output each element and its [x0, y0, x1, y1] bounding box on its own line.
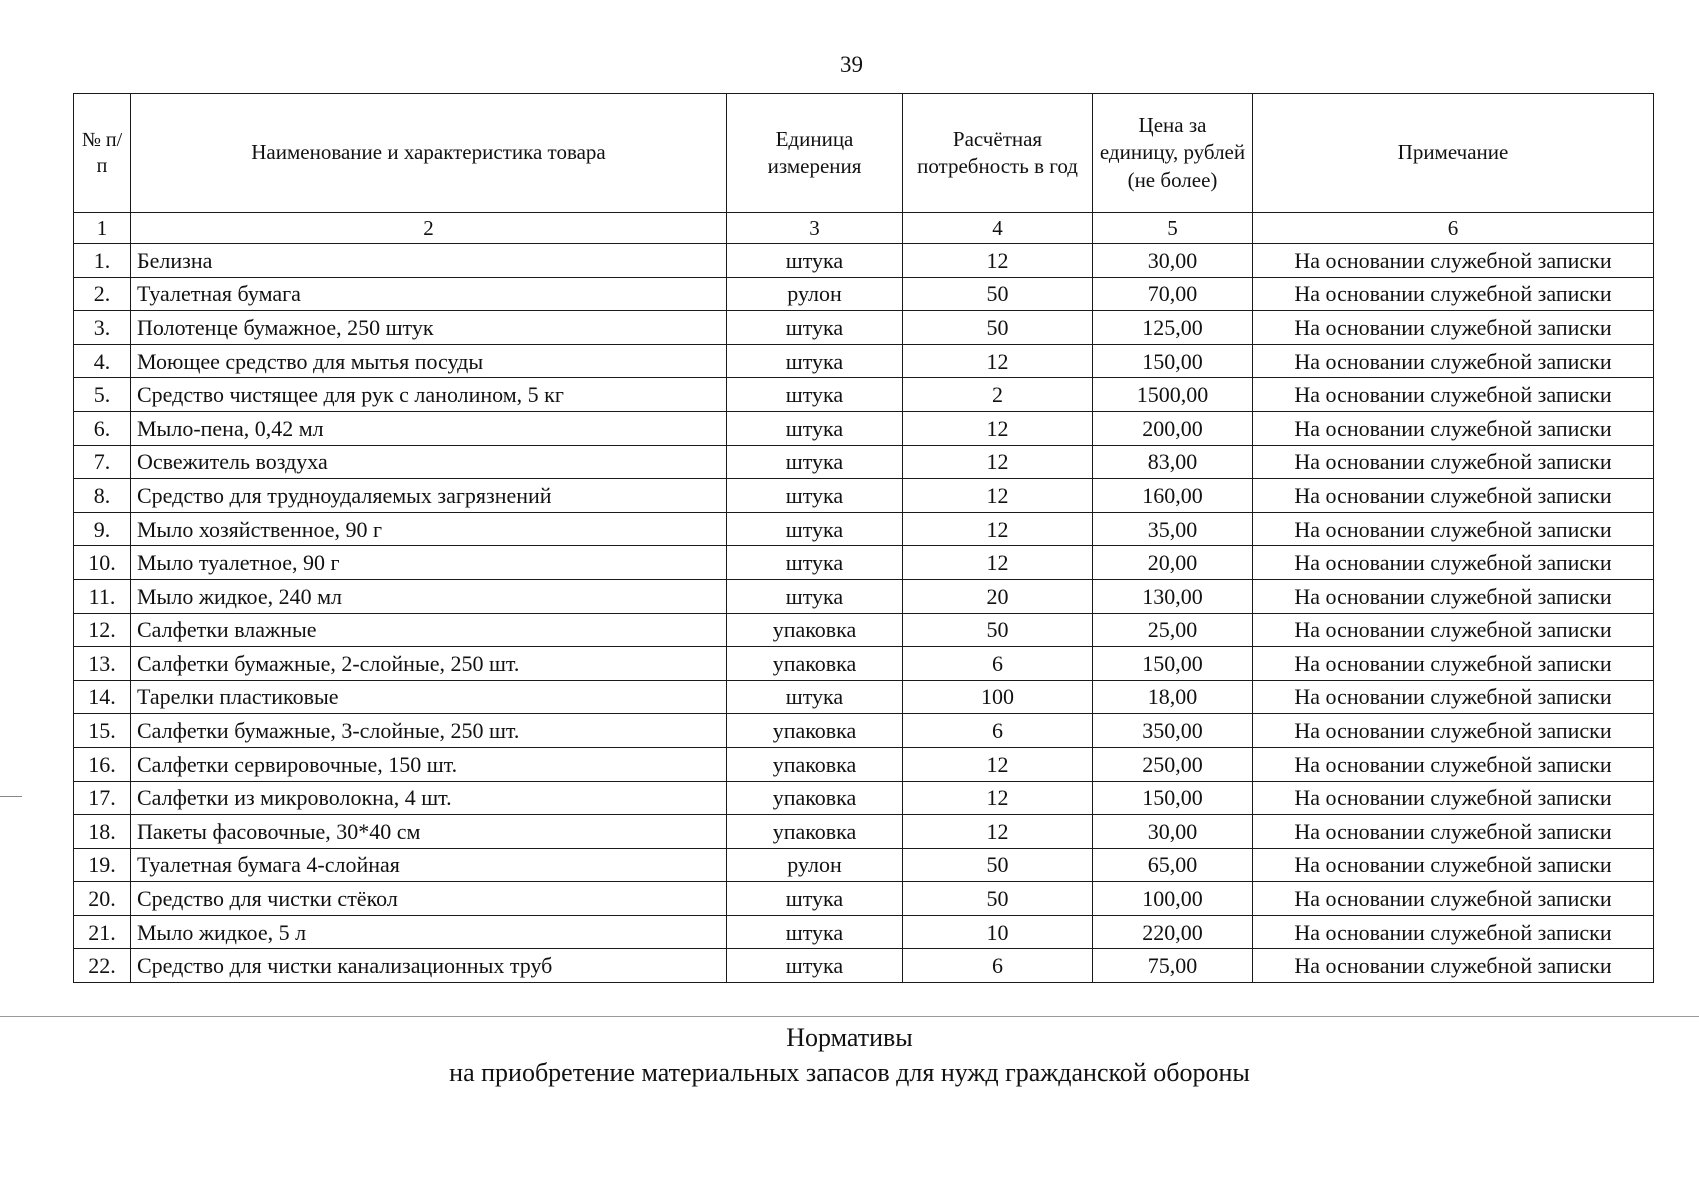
row-number: 7.	[74, 445, 131, 479]
item-unit: штука	[727, 411, 903, 445]
row-number: 20.	[74, 882, 131, 916]
item-unit-price: 75,00	[1093, 949, 1253, 983]
header-name: Наименование и характеристика товара	[131, 94, 727, 213]
page-number-text: 39	[840, 52, 863, 77]
table-row	[74, 680, 1654, 714]
item-name: Салфетки влажные	[131, 613, 727, 647]
item-name: Белизна	[131, 244, 727, 278]
item-annual-need: 10	[903, 915, 1093, 949]
table-row	[74, 378, 1654, 412]
item-annual-need: 12	[903, 747, 1093, 781]
item-annual-need: 12	[903, 411, 1093, 445]
item-unit: упаковка	[727, 613, 903, 647]
item-name: Мыло-пена, 0,42 мл	[131, 411, 727, 445]
table-row	[74, 882, 1654, 916]
row-number: 8.	[74, 479, 131, 513]
item-note: На основании служебной записки	[1253, 882, 1654, 916]
item-name: Средство для чистки канализационных труб	[131, 949, 727, 983]
row-number: 9.	[74, 512, 131, 546]
item-unit-price: 35,00	[1093, 512, 1253, 546]
item-unit-price: 150,00	[1093, 781, 1253, 815]
item-unit-price: 200,00	[1093, 411, 1253, 445]
item-unit-price: 30,00	[1093, 244, 1253, 278]
header-unit-price: Цена за единицу, рублей (не более)	[1093, 94, 1253, 213]
item-note: На основании служебной записки	[1253, 747, 1654, 781]
item-unit-price: 83,00	[1093, 445, 1253, 479]
item-note: На основании служебной записки	[1253, 815, 1654, 849]
row-number: 14.	[74, 680, 131, 714]
item-note: На основании служебной записки	[1253, 411, 1654, 445]
item-name: Освежитель воздуха	[131, 445, 727, 479]
item-note: На основании служебной записки	[1253, 680, 1654, 714]
table-row	[74, 815, 1654, 849]
header-row	[74, 94, 1654, 213]
item-note: На основании служебной записки	[1253, 781, 1654, 815]
item-note: На основании служебной записки	[1253, 479, 1654, 513]
item-annual-need: 12	[903, 344, 1093, 378]
row-number: 18.	[74, 815, 131, 849]
item-name: Пакеты фасовочные, 30*40 см	[131, 815, 727, 849]
item-unit: штука	[727, 344, 903, 378]
item-note: На основании служебной записки	[1253, 344, 1654, 378]
norms-table	[73, 93, 1654, 983]
margin-mark	[0, 796, 22, 797]
item-unit-price: 160,00	[1093, 479, 1253, 513]
item-annual-need: 50	[903, 311, 1093, 345]
row-number: 22.	[74, 949, 131, 983]
item-unit-price: 220,00	[1093, 915, 1253, 949]
item-note: На основании служебной записки	[1253, 546, 1654, 580]
item-unit: штука	[727, 680, 903, 714]
row-number: 2.	[74, 277, 131, 311]
item-name: Туалетная бумага 4-слойная	[131, 848, 727, 882]
item-annual-need: 20	[903, 579, 1093, 613]
item-unit-price: 350,00	[1093, 714, 1253, 748]
table-row	[74, 411, 1654, 445]
table-row	[74, 311, 1654, 345]
item-annual-need: 12	[903, 781, 1093, 815]
section-divider	[0, 1016, 1699, 1017]
table-row	[74, 479, 1654, 513]
item-annual-need: 50	[903, 613, 1093, 647]
table-row	[74, 747, 1654, 781]
item-unit: штука	[727, 445, 903, 479]
section-subtitle: на приобретение материальных запасов для нужд гражданской обороны	[449, 1058, 1250, 1088]
item-name: Средство чистящее для рук с ланолином, 5 кг	[131, 378, 727, 412]
item-annual-need: 6	[903, 714, 1093, 748]
item-note: На основании служебной записки	[1253, 378, 1654, 412]
item-unit-price: 150,00	[1093, 344, 1253, 378]
row-number: 1.	[74, 244, 131, 278]
item-unit: рулон	[727, 848, 903, 882]
item-unit: упаковка	[727, 781, 903, 815]
item-name: Мыло хозяйственное, 90 г	[131, 512, 727, 546]
item-unit: штука	[727, 311, 903, 345]
item-unit: упаковка	[727, 815, 903, 849]
item-name: Полотенце бумажное, 250 штук	[131, 311, 727, 345]
item-unit-price: 70,00	[1093, 277, 1253, 311]
item-unit-price: 250,00	[1093, 747, 1253, 781]
item-unit-price: 65,00	[1093, 848, 1253, 882]
table-row	[74, 244, 1654, 278]
item-note: На основании служебной записки	[1253, 848, 1654, 882]
item-annual-need: 6	[903, 647, 1093, 681]
row-number: 16.	[74, 747, 131, 781]
item-note: На основании служебной записки	[1253, 311, 1654, 345]
item-unit: штука	[727, 479, 903, 513]
item-name: Мыло туалетное, 90 г	[131, 546, 727, 580]
header-number: № п/п	[74, 94, 131, 213]
column-number: 2	[131, 213, 727, 244]
item-note: На основании служебной записки	[1253, 915, 1654, 949]
item-name: Тарелки пластиковые	[131, 680, 727, 714]
item-name: Салфетки сервировочные, 150 шт.	[131, 747, 727, 781]
item-unit: штука	[727, 546, 903, 580]
table-row	[74, 579, 1654, 613]
header-note: Примечание	[1253, 94, 1654, 213]
item-name: Салфетки бумажные, 2-слойные, 250 шт.	[131, 647, 727, 681]
item-annual-need: 50	[903, 848, 1093, 882]
table-row	[74, 915, 1654, 949]
item-note: На основании служебной записки	[1253, 512, 1654, 546]
table-row	[74, 714, 1654, 748]
row-number: 17.	[74, 781, 131, 815]
row-number: 19.	[74, 848, 131, 882]
item-annual-need: 12	[903, 244, 1093, 278]
item-unit: штука	[727, 512, 903, 546]
column-number: 4	[903, 213, 1093, 244]
item-annual-need: 12	[903, 479, 1093, 513]
item-unit: штука	[727, 378, 903, 412]
item-name: Мыло жидкое, 240 мл	[131, 579, 727, 613]
item-name: Туалетная бумага	[131, 277, 727, 311]
item-name: Средство для чистки стёкол	[131, 882, 727, 916]
item-unit-price: 30,00	[1093, 815, 1253, 849]
item-unit: штука	[727, 244, 903, 278]
item-unit: упаковка	[727, 714, 903, 748]
item-unit: штука	[727, 949, 903, 983]
section-title: Нормативы	[786, 1023, 913, 1052]
item-unit-price: 20,00	[1093, 546, 1253, 580]
item-unit-price: 25,00	[1093, 613, 1253, 647]
item-unit-price: 18,00	[1093, 680, 1253, 714]
item-annual-need: 100	[903, 680, 1093, 714]
row-number: 11.	[74, 579, 131, 613]
table-row	[74, 277, 1654, 311]
item-annual-need: 6	[903, 949, 1093, 983]
item-note: На основании служебной записки	[1253, 579, 1654, 613]
item-unit: штука	[727, 882, 903, 916]
column-number: 5	[1093, 213, 1253, 244]
table-row	[74, 781, 1654, 815]
item-annual-need: 50	[903, 277, 1093, 311]
table-row	[74, 344, 1654, 378]
table-body	[74, 244, 1654, 983]
column-number-row	[74, 213, 1654, 244]
item-unit-price: 150,00	[1093, 647, 1253, 681]
item-unit-price: 100,00	[1093, 882, 1253, 916]
item-annual-need: 2	[903, 378, 1093, 412]
item-annual-need: 50	[903, 882, 1093, 916]
item-note: На основании служебной записки	[1253, 647, 1654, 681]
section-heading	[0, 1020, 1699, 1090]
row-number: 13.	[74, 647, 131, 681]
item-annual-need: 12	[903, 512, 1093, 546]
row-number: 5.	[74, 378, 131, 412]
item-unit: рулон	[727, 277, 903, 311]
row-number: 15.	[74, 714, 131, 748]
table-row	[74, 848, 1654, 882]
item-name: Салфетки бумажные, 3-слойные, 250 шт.	[131, 714, 727, 748]
item-name: Средство для трудноудаляемых загрязнений	[131, 479, 727, 513]
item-unit-price: 1500,00	[1093, 378, 1253, 412]
column-number: 3	[727, 213, 903, 244]
header-unit: Единица измерения	[727, 94, 903, 213]
row-number: 21.	[74, 915, 131, 949]
item-unit: упаковка	[727, 747, 903, 781]
item-note: На основании служебной записки	[1253, 949, 1654, 983]
table-row	[74, 949, 1654, 983]
column-number: 1	[74, 213, 131, 244]
table-row	[74, 546, 1654, 580]
item-unit-price: 130,00	[1093, 579, 1253, 613]
item-note: На основании служебной записки	[1253, 244, 1654, 278]
item-unit: штука	[727, 915, 903, 949]
row-number: 4.	[74, 344, 131, 378]
item-note: На основании служебной записки	[1253, 445, 1654, 479]
item-note: На основании служебной записки	[1253, 714, 1654, 748]
row-number: 10.	[74, 546, 131, 580]
table-row	[74, 647, 1654, 681]
item-annual-need: 12	[903, 815, 1093, 849]
item-name: Моющее средство для мытья посуды	[131, 344, 727, 378]
table-row	[74, 512, 1654, 546]
table-row	[74, 613, 1654, 647]
header-annual-need: Расчётная потребность в год	[903, 94, 1093, 213]
item-name: Мыло жидкое, 5 л	[131, 915, 727, 949]
row-number: 12.	[74, 613, 131, 647]
item-annual-need: 12	[903, 445, 1093, 479]
row-number: 6.	[74, 411, 131, 445]
item-annual-need: 12	[903, 546, 1093, 580]
item-name: Салфетки из микроволокна, 4 шт.	[131, 781, 727, 815]
item-note: На основании служебной записки	[1253, 613, 1654, 647]
item-note: На основании служебной записки	[1253, 277, 1654, 311]
page-number	[0, 52, 1699, 78]
table-row	[74, 445, 1654, 479]
row-number: 3.	[74, 311, 131, 345]
item-unit-price: 125,00	[1093, 311, 1253, 345]
item-unit: штука	[727, 579, 903, 613]
column-number: 6	[1253, 213, 1654, 244]
item-unit: упаковка	[727, 647, 903, 681]
